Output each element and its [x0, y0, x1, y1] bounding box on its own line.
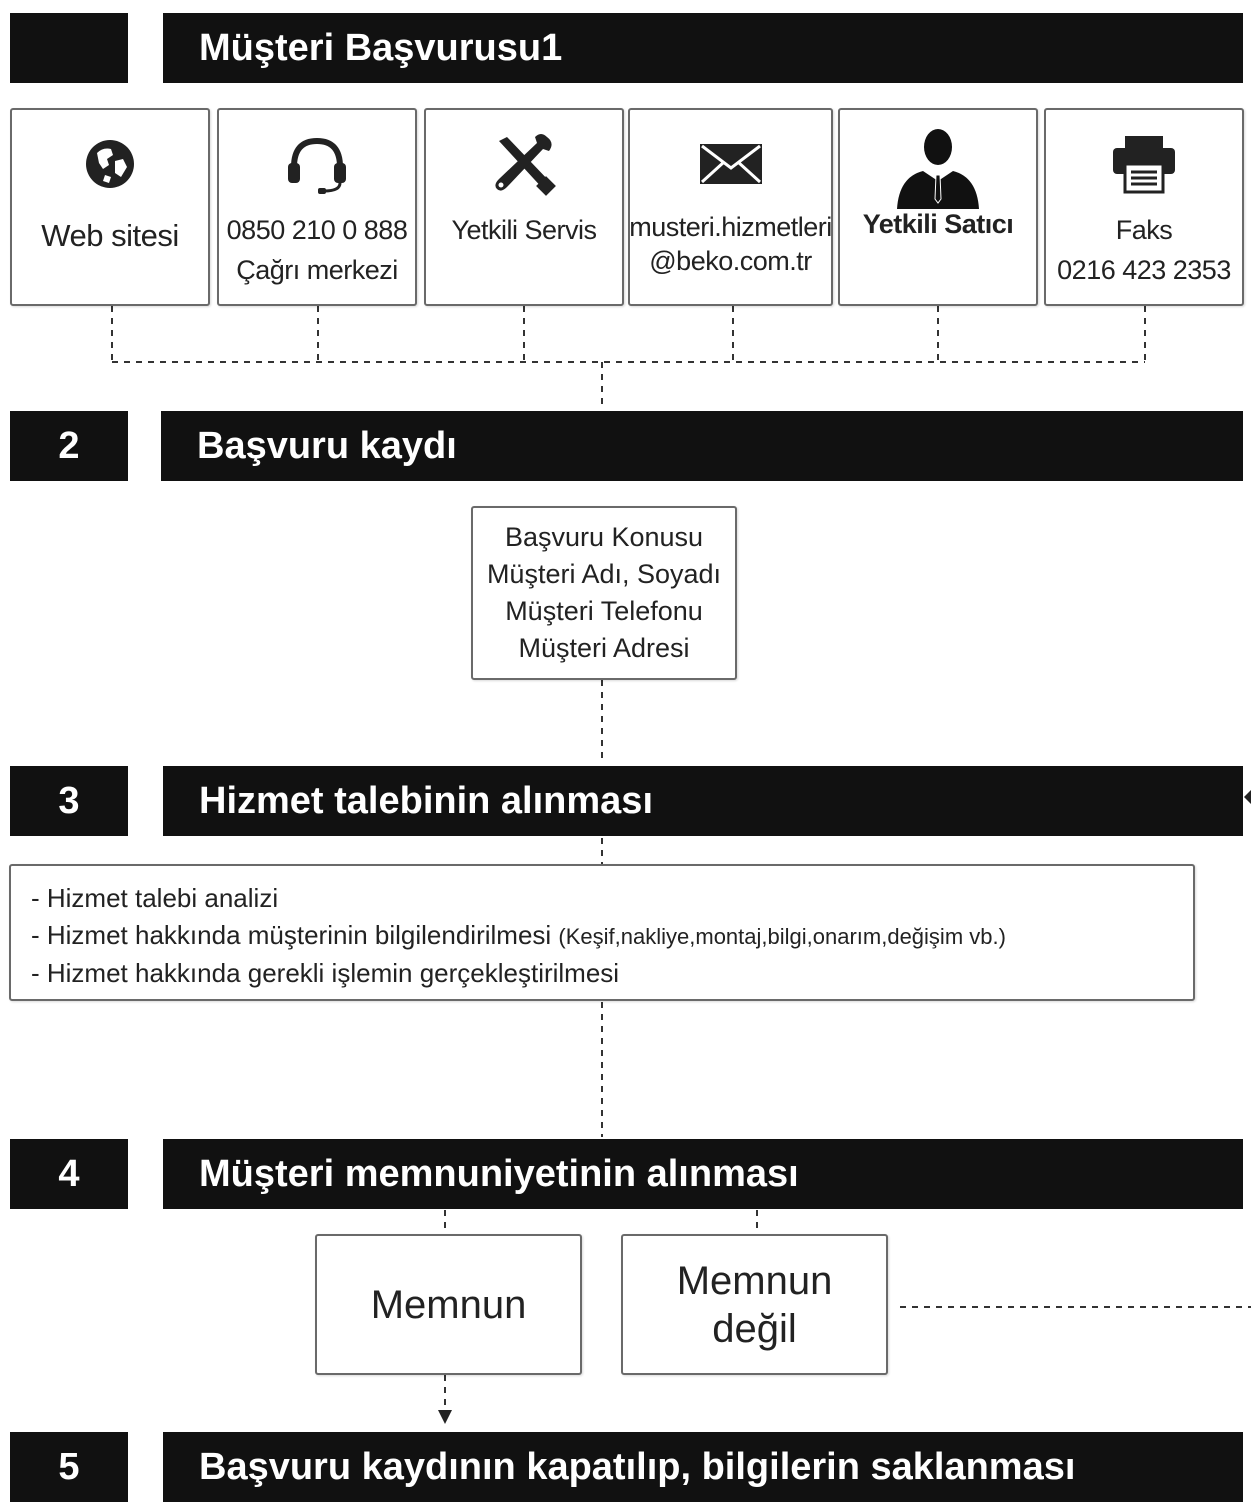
- businessman-icon: [893, 118, 983, 210]
- channel-call-center-phone: 0850 210 0 888: [226, 215, 408, 245]
- step-3-number: 3: [10, 766, 128, 836]
- step-5-number: 5: [10, 1432, 128, 1502]
- step-2-title: Başvuru kaydı: [161, 411, 1243, 481]
- service-step-execute: - Hizmet hakkında gerekli işlemin gerçekleştirilmesi: [31, 958, 620, 988]
- step-3-title: Hizmet talebinin alınması: [163, 766, 1243, 836]
- record-fields-box: [471, 506, 737, 680]
- outcome-not-satisfied: [621, 1234, 888, 1375]
- channel-call-center-label: Çağrı merkezi: [236, 255, 398, 285]
- tools-icon: [489, 118, 559, 210]
- outcome-satisfied: [315, 1234, 582, 1375]
- channel-email-domain: @beko.com.tr: [649, 246, 812, 276]
- record-field-subject: Başvuru Konusu: [504, 522, 704, 552]
- record-field-name: Müşteri Adı, Soyadı: [486, 559, 722, 589]
- service-step-analysis: - Hizmet talebi analizi: [31, 883, 279, 913]
- service-steps-box: [9, 864, 1195, 1001]
- service-step-inform: [31, 917, 1193, 955]
- arrow-loop-return: [1244, 790, 1251, 804]
- channel-web: [10, 108, 210, 306]
- step-5-title: Başvuru kaydının kapatılıp, bilgilerin saklanması: [163, 1432, 1243, 1502]
- channel-email-user: musteri.hizmetleri: [629, 212, 832, 242]
- record-field-phone: Müşteri Telefonu: [505, 596, 703, 626]
- channel-authorized-service-label: Yetkili Servis: [451, 215, 597, 245]
- channel-authorized-service: [424, 108, 624, 306]
- channel-fax: [1044, 108, 1244, 306]
- channel-email: [628, 108, 833, 306]
- channel-web-label: Web sitesi: [41, 218, 179, 253]
- step-1-title: Müşteri Başvurusu1: [163, 13, 1243, 83]
- step-2-number: 2: [10, 411, 128, 481]
- channel-authorized-dealer: [838, 108, 1038, 306]
- step-1-number: [10, 13, 128, 83]
- envelope-icon: [698, 118, 764, 210]
- globe-icon: [83, 118, 137, 210]
- arrow-to-step5: [438, 1410, 452, 1424]
- service-step-inform-text: - Hizmet hakkında müşterinin bilgilendirilmesi: [31, 920, 559, 950]
- headset-icon: [284, 118, 350, 210]
- outcome-not-satisfied-line1: Memnun: [676, 1258, 833, 1303]
- record-field-address: Müşteri Adresi: [518, 633, 690, 663]
- channel-fax-label: Faks: [1115, 215, 1173, 245]
- channel-authorized-dealer-label: Yetkili Satıcı: [862, 209, 1014, 239]
- outcome-satisfied-label: Memnun: [370, 1282, 527, 1327]
- outcome-not-satisfied-line2: değil: [712, 1306, 797, 1351]
- step-4-number: 4: [10, 1139, 128, 1209]
- channel-call-center: [217, 108, 417, 306]
- channel-fax-number: 0216 423 2353: [1057, 255, 1231, 285]
- step-4-title: Müşteri memnuniyetinin alınması: [163, 1139, 1243, 1209]
- service-step-inform-note: (Keşif,nakliye,montaj,bilgi,onarım,değişim vb.): [558, 924, 1006, 949]
- fax-icon: [1109, 118, 1179, 210]
